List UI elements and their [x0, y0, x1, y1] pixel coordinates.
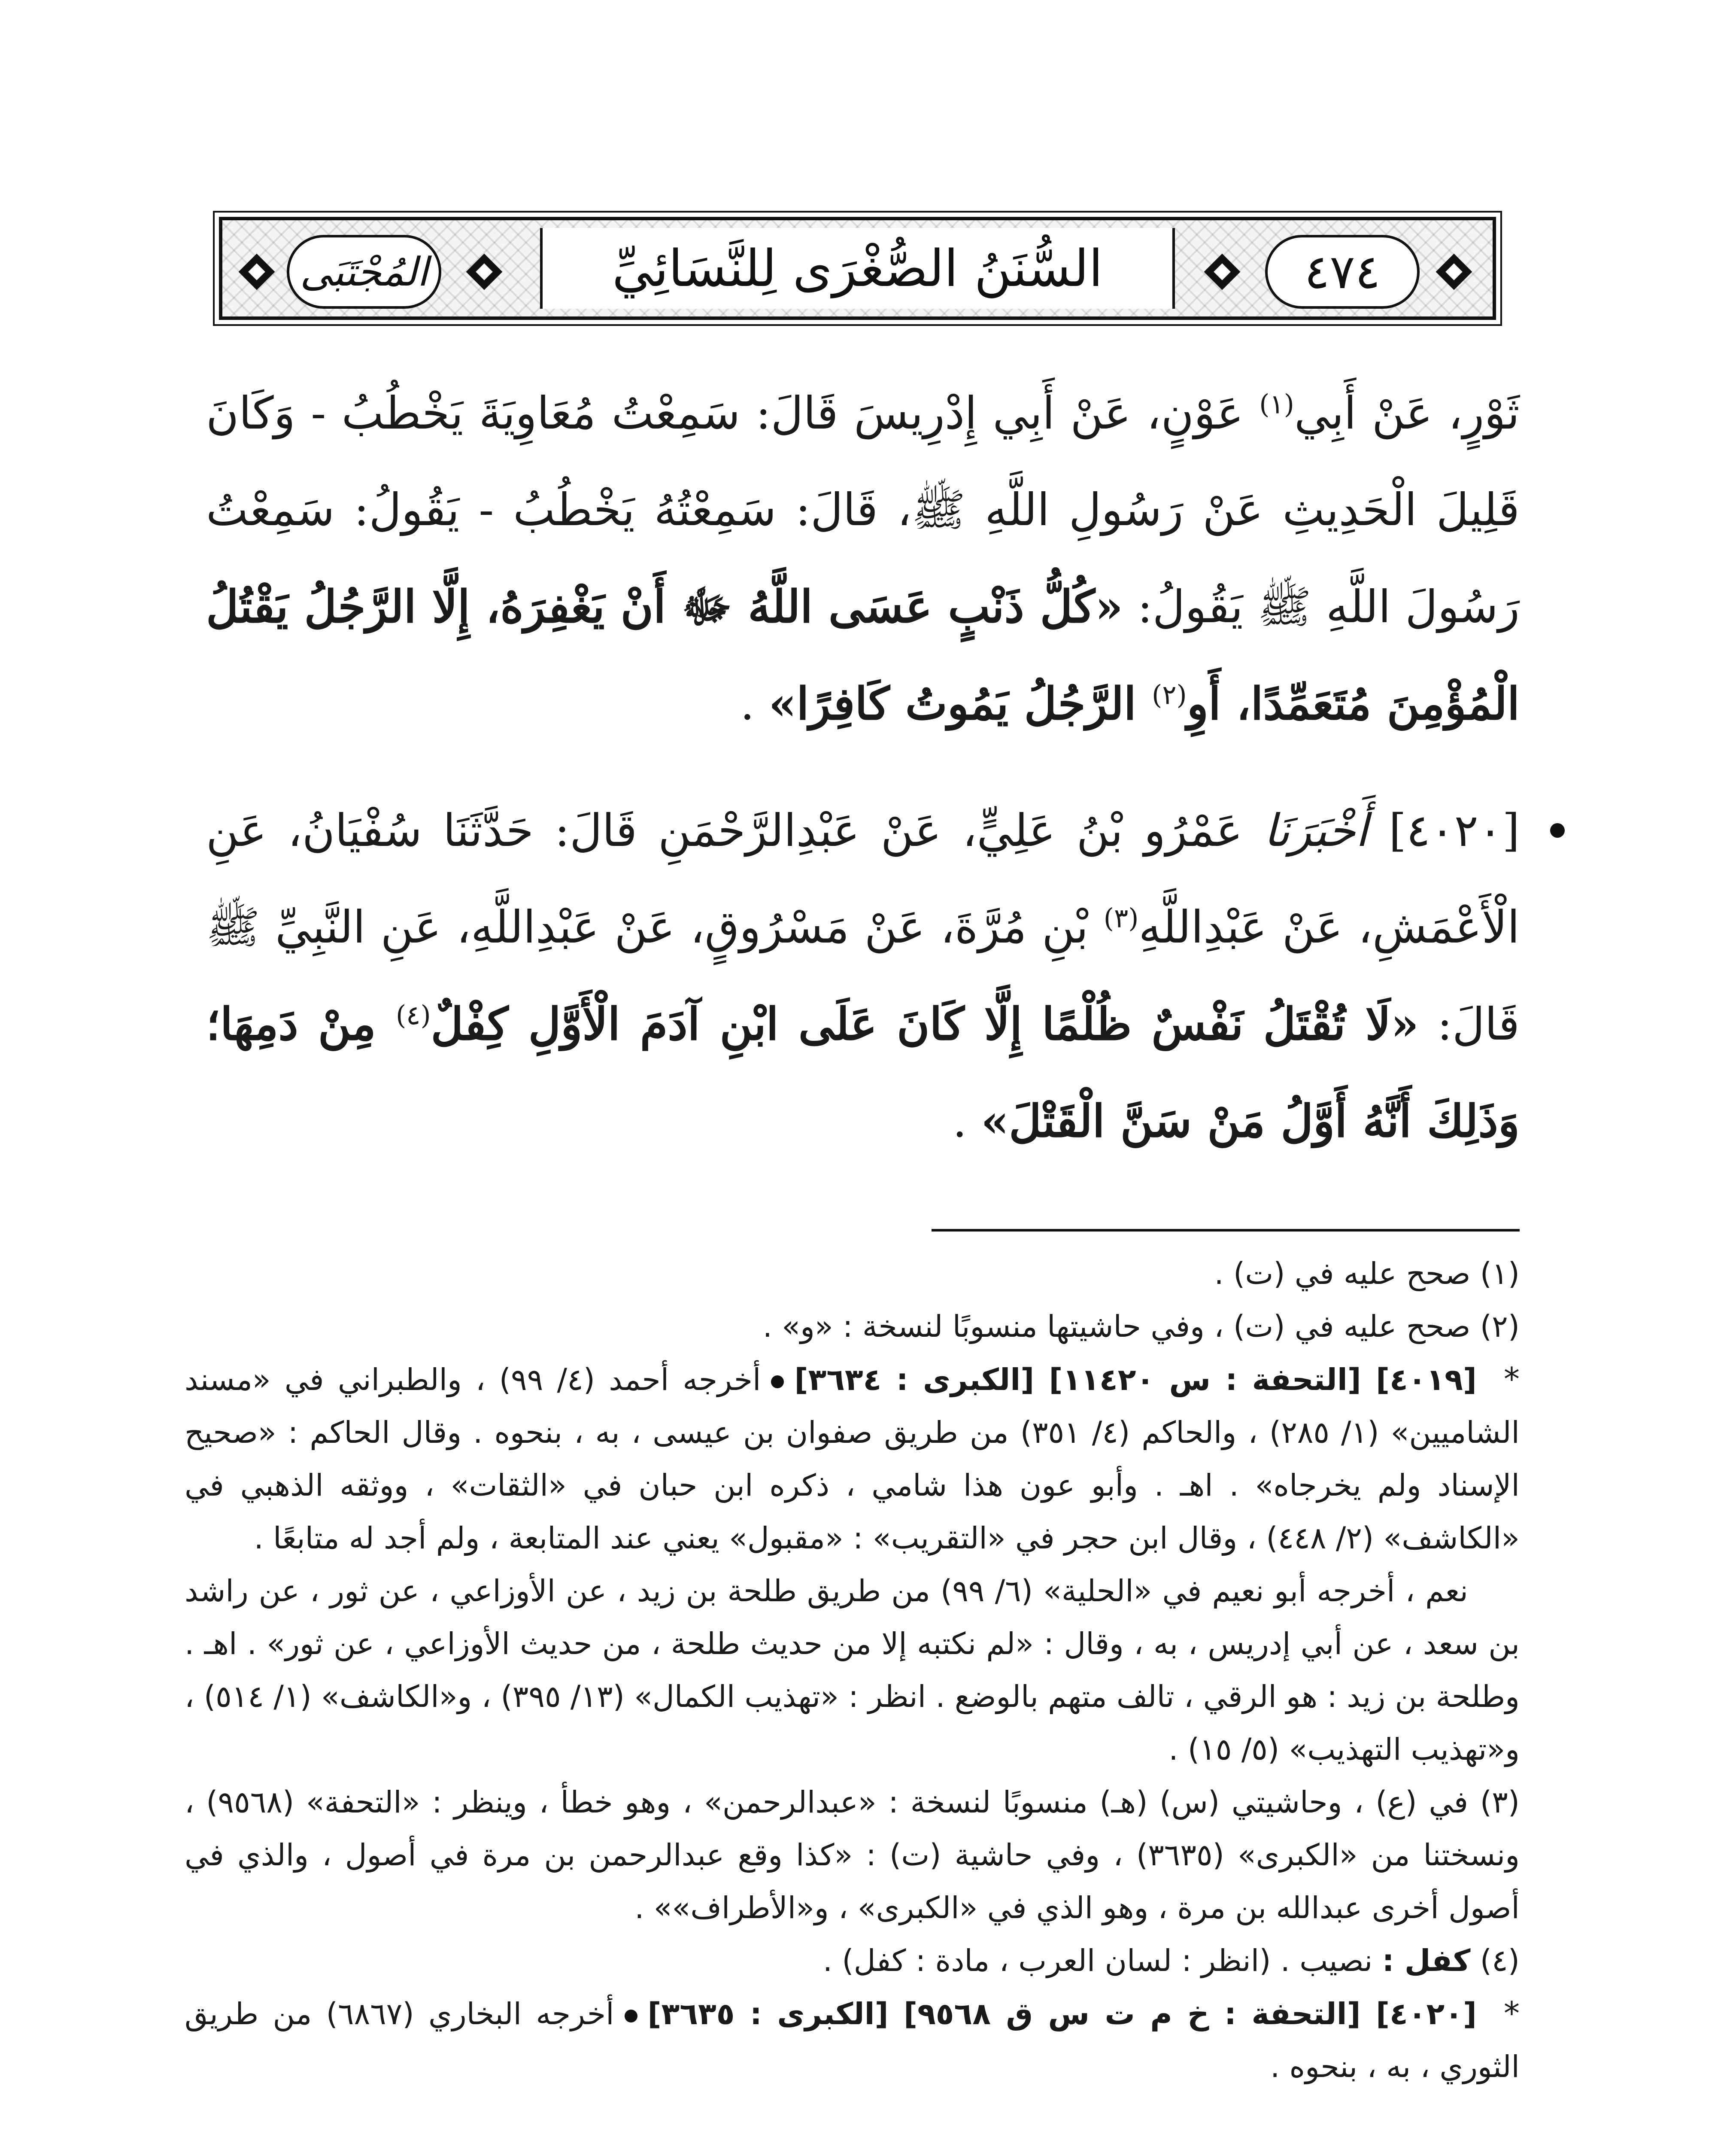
footnote-ref[interactable]: (٤) [395, 999, 431, 1031]
hadith-paragraph [206, 365, 1520, 752]
asterisk-icon: * [1504, 1361, 1520, 1398]
footnote [185, 1934, 1520, 1987]
book-title: السُّنَنُ الصُّغْرَى لِلنَّسَائِيِّ [612, 239, 1103, 298]
series-badge [287, 235, 441, 309]
header-ornament [466, 254, 503, 290]
hadith-number: [٤٠٢٠] [1389, 804, 1520, 857]
footnote-ref[interactable]: (٣) [1103, 902, 1139, 934]
hadith-quote: مِنْ دَمِهَا؛ وَذَلِكَ أَنَّهُ أَوَّلُ مَنْ سَنَّ الْقَتْلَ» [206, 997, 1520, 1147]
footnote: (٢) صحح عليه في (ت) ، وفي حاشيتها منسوبًا لنسخة : «و» . [762, 1309, 1520, 1344]
hadith-quote: «كُلُّ ذَنْبٍ عَسَى اللَّهُ ﷻ أَنْ يَغْفِرَهُ، إِلَّا الرَّجُلُ يَقْتُلُ الْمُؤْمِنَ مُتَعَمِّدًا، أَوِ [206, 580, 1520, 730]
footnote: (١) صحح عليه في (ت) . [1214, 1256, 1520, 1291]
bullet-icon [625, 2010, 637, 2022]
header-ornament [1204, 254, 1241, 290]
header-ornament [239, 254, 275, 290]
text-run: . [740, 678, 769, 730]
text-run: . [953, 1095, 981, 1147]
bullet-icon [1550, 823, 1565, 838]
footnote: نعم ، أخرجه أبو نعيم في «الحلية» (٦/ ٩٩) من طريق طلحة بن زيد ، عن الأوزاعي ، عن ثور ، عن راشد بن سعد ، عن أبي إدريس ، به ، وقال : «لم نكتبه إلا من حديث طلحة ، من حديث الأوزاعي ، عن ثور» . اهـ . وطلحة بن زيد : هو الرقي ، تالف متهم بالوضع . انظر : «تهذيب الكمال» (١٣/ ٣٩٥) ، و«الكاشف» (١/ ٥١٤) ، و«تهذيب التهذيب» (٥/ ١٥) . [185, 1573, 1520, 1767]
hadith-paragraph [206, 782, 1520, 1170]
page-number: ٤٧٤ [1304, 244, 1381, 299]
text-run: عَوْنٍ، عَنْ أَبِي إِدْرِيسَ قَالَ: سَمِعْتُ مُعَاوِيَةَ يَخْطُبُ - وَكَانَ قَلِيلَ الْحَدِيثِ عَنْ رَسُولِ اللَّهِ ﷺ، قَالَ: سَمِعْتُهُ يَخْطُبُ - يَقُولُ: سَمِعْتُ رَسُولَ اللَّهِ ﷺ يَقُولُ: [206, 387, 1520, 633]
footnote-text: نصيب . (انظر : لسان العرب ، مادة : كفل) . [822, 1943, 1373, 1978]
akhbarana-label: أَخْبَرَنَا [1263, 804, 1389, 857]
hadith-quote: «لَا تُقْتَلُ نَفْسٌ ظُلْمًا إِلَّا كَانَ عَلَى ابْنِ آدَمَ الْأَوَّلِ كِفْلٌ [431, 997, 1419, 1050]
footnote: (٣) في (ع) ، وحاشيتي (س) (هـ) منسوبًا لنسخة : «عبدالرحمن» ، وهو خطأ ، وينظر : «التحفة» (٩٥٦٨) ، ونسختنا من «الكبرى» (٣٦٣٥) ، وفي حاشية (ت) : «كذا وقع عبدالرحمن بن مرة في أصول ، والذي في أصول أخرى عبدالله بن مرة ، وهو الذي في «الكبرى» ، و«الأطراف»» . [185, 1785, 1520, 1925]
text-run: عَمْرُو بْنُ عَلِيٍّ، عَنْ عَبْدِالرَّحْمَنِ قَالَ: حَدَّثَنَا سُفْيَانُ، عَنِ الْأَعْمَشِ، عَنْ عَبْدِاللَّهِ [206, 804, 1520, 953]
header-ornament [1436, 254, 1472, 290]
text-run: ثَوْرٍ، عَنْ أَبِي [1294, 387, 1520, 439]
footnote-number: (٤) [1480, 1943, 1520, 1978]
footnote-ref-label: [٤٠٢٠] [التحفة : خ م ت س ق ٩٥٦٨] [الكبرى : ٣٦٣٥] [647, 1996, 1477, 2031]
hadith-quote: الرَّجُلُ يَمُوتُ كَافِرًا» [768, 677, 1152, 730]
asterisk-icon: * [1504, 1995, 1520, 2032]
footnote-divider [932, 1229, 1520, 1232]
bullet-icon [771, 1375, 784, 1388]
main-text [206, 365, 1520, 1170]
footnote-ref-label: [٤٠١٩] [التحفة : س ١١٤٢٠] [الكبرى : ٣٦٣٤] [794, 1362, 1477, 1397]
series-name: المُجْتَبَى [300, 249, 428, 295]
footnote [185, 1353, 1520, 1565]
footnote-text: أخرجه البخاري (٦٨٦٧) من طريق الثوري ، به ، بنحوه . [185, 1996, 1520, 2084]
footnote-term: كفل : [1382, 1943, 1471, 1978]
text-run: بْنِ مُرَّةَ، عَنْ مَسْرُوقٍ، عَنْ عَبْدِاللَّهِ، عَنِ النَّبِيِّ ﷺ قَالَ: [206, 901, 1520, 1050]
footnotes [185, 1247, 1520, 2093]
footnote-ref[interactable]: (١) [1259, 388, 1294, 420]
title-box [540, 228, 1175, 309]
page-number-badge [1265, 235, 1420, 309]
footnote-text: أخرجه أحمد (٤/ ٩٩) ، والطبراني في «مسند الشاميين» (١/ ٢٨٥) ، والحاكم (٤/ ٣٥١) من طريق صفوان بن عيسى ، به ، بنحوه . وقال الحاكم : «صحيح الإسناد ولم يخرجاه» . اهـ . وأبو عون هذا شامي ، ذكره ابن حبان في «الثقات» ، ووثقه الذهبي في «الكاشف» (٢/ ٤٤٨) ، وقال ابن حجر في «التقريب» : «مقبول» يعني عند المتابعة ، ولم أجد له متابعًا . [185, 1362, 1520, 1556]
footnote [185, 1987, 1520, 2093]
footnote-ref[interactable]: (٢) [1152, 679, 1187, 711]
page-header [219, 217, 1496, 320]
